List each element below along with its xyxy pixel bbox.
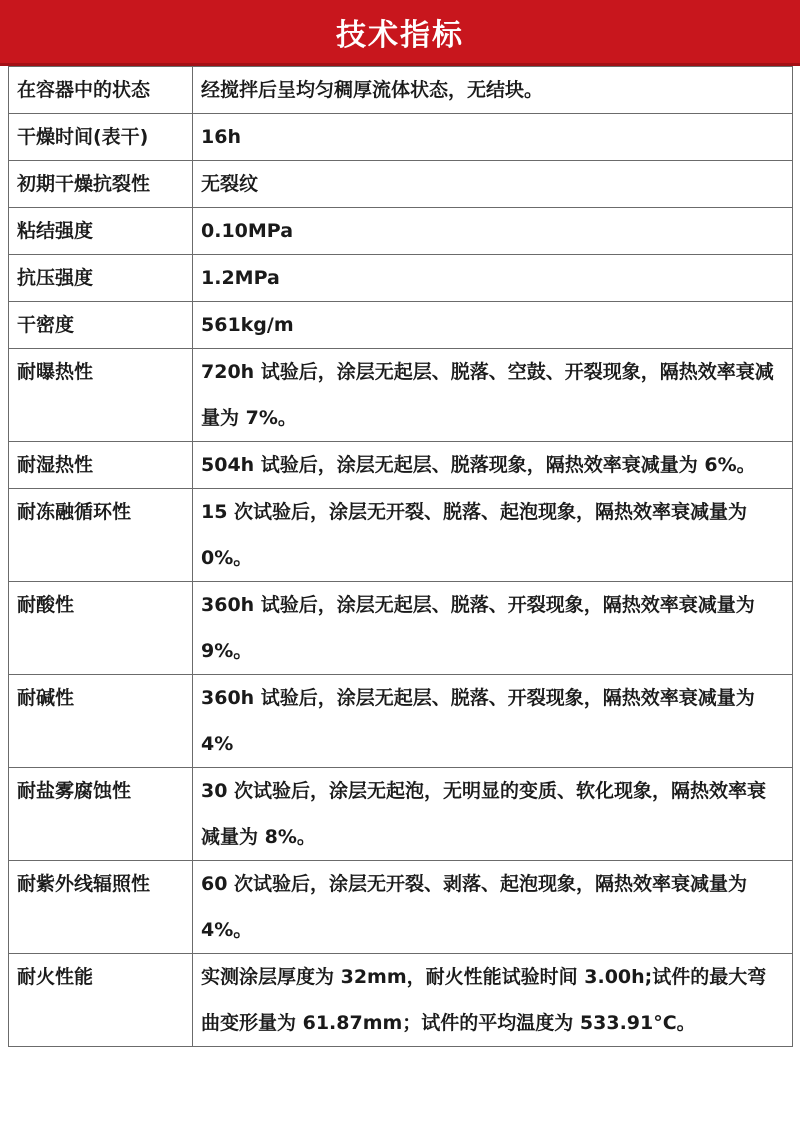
row-label: 耐冻融循环性 [9,489,193,582]
row-label: 在容器中的状态 [9,67,193,114]
row-value: 720h 试验后，涂层无起层、脱落、空鼓、开裂现象，隔热效率衰减量为 7%。 [193,349,793,442]
row-value: 无裂纹 [193,161,793,208]
table-row [9,954,793,1047]
row-value: 360h 试验后，涂层无起层、脱落、开裂现象，隔热效率衰减量为 4% [193,675,793,768]
row-value: 1.2MPa [193,255,793,302]
table-row [9,675,793,768]
row-value: 60 次试验后，涂层无开裂、剥落、起泡现象，隔热效率衰减量为 4%。 [193,861,793,954]
header-banner [0,0,800,66]
row-value: 15 次试验后，涂层无开裂、脱落、起泡现象，隔热效率衰减量为 0%。 [193,489,793,582]
row-label: 初期干燥抗裂性 [9,161,193,208]
row-value: 16h [193,114,793,161]
row-value: 561kg/m [193,302,793,349]
row-value: 504h 试验后，涂层无起层、脱落现象，隔热效率衰减量为 6%。 [193,442,793,489]
row-label: 耐紫外线辐照性 [9,861,193,954]
table-row [9,861,793,954]
row-label: 粘结强度 [9,208,193,255]
row-label: 干密度 [9,302,193,349]
row-label: 耐湿热性 [9,442,193,489]
row-label: 耐盐雾腐蚀性 [9,768,193,861]
row-label: 耐碱性 [9,675,193,768]
table-row [9,114,793,161]
row-label: 耐酸性 [9,582,193,675]
row-value: 360h 试验后，涂层无起层、脱落、开裂现象，隔热效率衰减量为 9%。 [193,582,793,675]
row-value: 经搅拌后呈均匀稠厚流体状态，无结块。 [193,67,793,114]
table-row [9,208,793,255]
table-row [9,349,793,442]
page-title: 技术指标 [336,17,464,53]
row-label: 抗压强度 [9,255,193,302]
table-row [9,489,793,582]
table-row [9,442,793,489]
row-label: 耐火性能 [9,954,193,1047]
spec-table [8,66,793,1047]
table-row [9,302,793,349]
row-value: 实测涂层厚度为 32mm，耐火性能试验时间 3.00h;试件的最大弯曲变形量为 61.87mm；试件的平均温度为 533.91°C。 [193,954,793,1047]
table-row [9,67,793,114]
row-label: 耐曝热性 [9,349,193,442]
table-row [9,161,793,208]
table-row [9,582,793,675]
table-row [9,768,793,861]
table-row [9,255,793,302]
row-value: 0.10MPa [193,208,793,255]
row-label: 干燥时间(表干) [9,114,193,161]
row-value: 30 次试验后，涂层无起泡，无明显的变质、软化现象，隔热效率衰减量为 8%。 [193,768,793,861]
